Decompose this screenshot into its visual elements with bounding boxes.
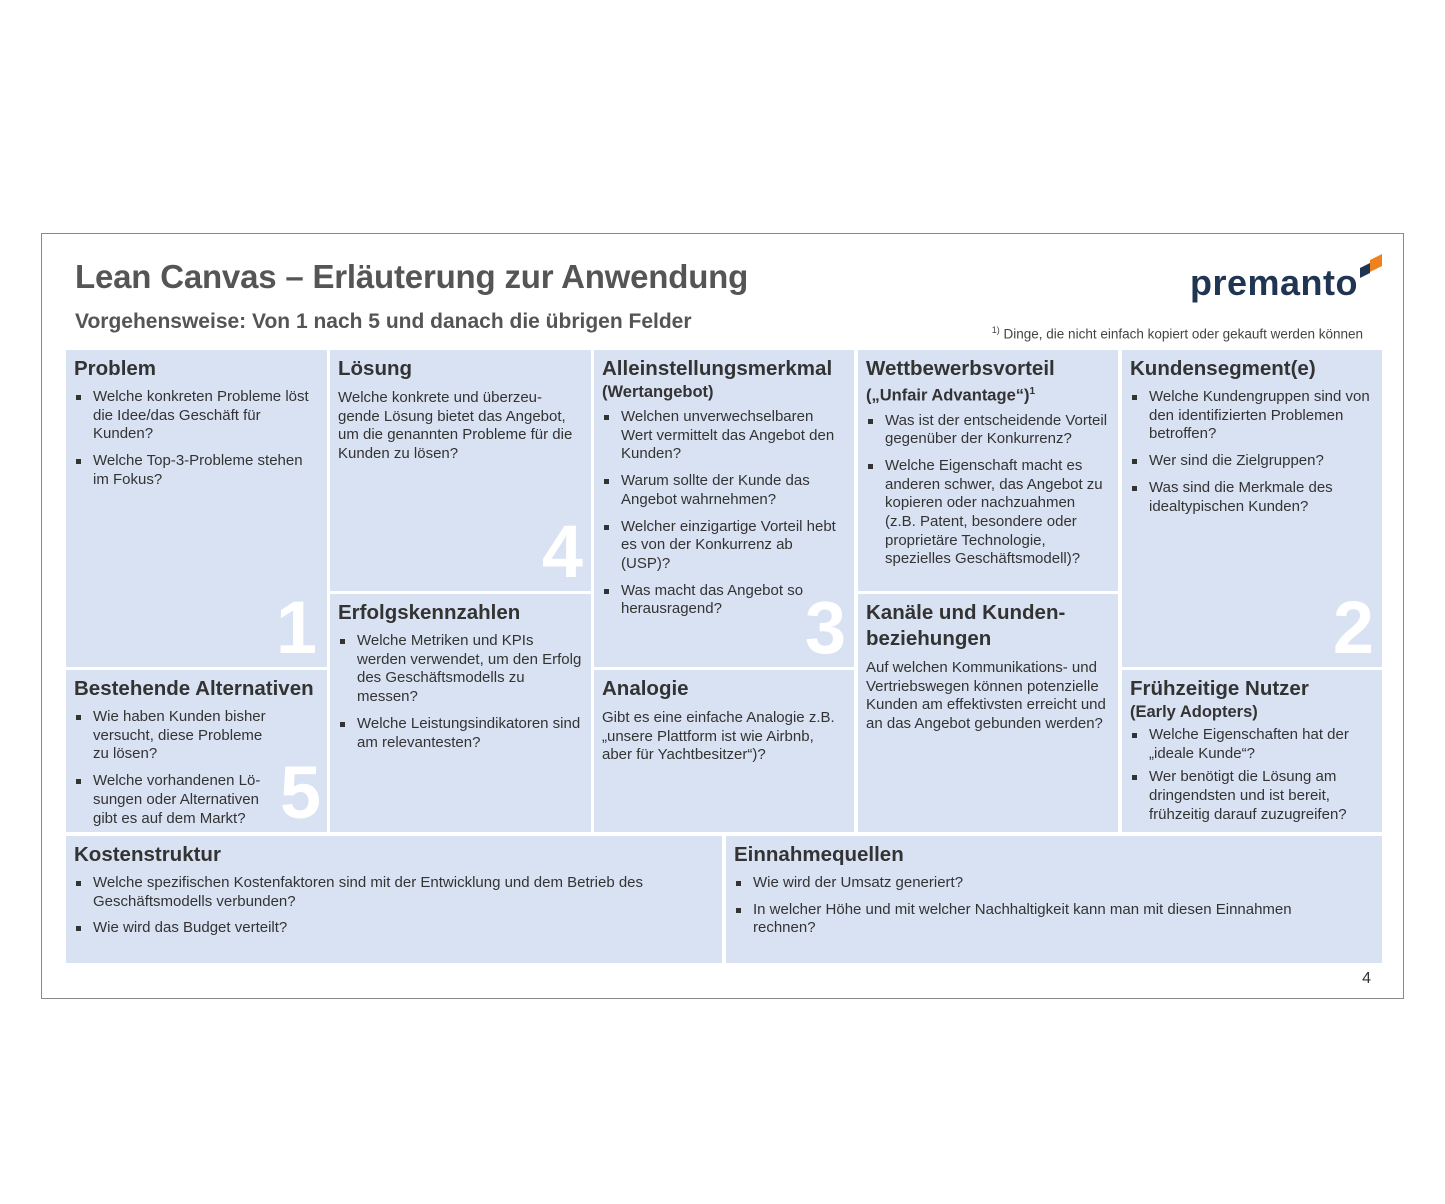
slide — [41, 233, 1404, 999]
list-item: Welche Eigenschaften hat der „ideale Kunde“? — [1130, 726, 1374, 763]
page-number: 4 — [1362, 970, 1371, 987]
list-item: Wie haben Kunden bisher versucht, diese Probleme zu lösen? — [74, 708, 279, 764]
list-item: Welche konkreten Probleme löst die Idee/das Geschäft für Kunden? — [74, 388, 319, 444]
cell-title: Frühzeitige Nutzer — [1130, 677, 1309, 700]
cell-subtitle: (Early Adopters) — [1130, 703, 1258, 721]
list-item: Welche Metriken und KPIs werden verwendet, um den Erfolg des Geschäftsmodells zu messen? — [338, 632, 583, 707]
item-list — [734, 874, 1374, 938]
list-item: Wie wird das Budget verteilt? — [74, 919, 674, 938]
list-item: Wie wird der Umsatz generiert? — [734, 874, 1334, 893]
list-item: Welche vorhandenen Lö-sungen oder Alternativen gibt es auf dem Markt? — [74, 772, 279, 828]
list-item: Was ist der entscheidende Vorteil gegenüber der Konkurrenz? — [866, 412, 1110, 449]
cell-alternatives — [66, 670, 327, 832]
item-list — [74, 388, 319, 490]
cell-subtitle — [866, 382, 1110, 406]
list-item: In welcher Höhe und mit welcher Nachhaltigkeit kann man mit diesen Einnahmen rechnen? — [734, 901, 1334, 938]
cell-title: Analogie — [602, 677, 689, 700]
cell-analogy — [594, 670, 854, 832]
list-item: Welche Eigenschaft macht es anderen schwer, das Angebot zu kopieren oder nachzuahmen (z.B. Patent, besondere oder proprietäre Technologie, spezielles Geschäftsmodell)? — [866, 457, 1110, 569]
footnote-marker: 1) — [991, 325, 1000, 335]
cell-title: Kanäle und Kunden-beziehungen — [866, 601, 1066, 650]
cell-uvp — [594, 350, 854, 667]
cell-title: Kostenstruktur — [74, 843, 221, 866]
cell-problem — [66, 350, 327, 667]
item-list — [1130, 388, 1374, 516]
step-number: 3 — [804, 586, 846, 667]
page-subtitle: Vorgehensweise: Von 1 nach 5 und danach die übrigen Felder — [75, 310, 692, 333]
cell-title: Problem — [74, 357, 157, 380]
page-title: Lean Canvas – Erläuterung zur Anwendung — [75, 258, 749, 295]
cell-channels — [858, 594, 1118, 832]
cell-revenue — [726, 836, 1382, 963]
list-item: Wer benötigt die Lösung am dringendsten und ist bereit, frühzeitig darauf zuzugreifen? — [1130, 768, 1374, 824]
cell-solution — [330, 350, 591, 591]
footnote — [992, 325, 1363, 342]
cell-title: Kundensegment(e) — [1130, 357, 1316, 380]
item-list — [866, 412, 1110, 570]
premanto-logo — [1190, 252, 1390, 312]
cell-title: Erfolgskennzahlen — [338, 601, 521, 624]
cell-advantage — [858, 350, 1118, 591]
cell-text: Auf welchen Kommunikations- und Vertriebswegen können potenzielle Kunden am effektivsten erreicht und an das Angebot gebunden werden? — [866, 659, 1106, 733]
step-number: 4 — [541, 510, 583, 591]
list-item: Welche Kundengruppen sind von den identifizierten Problemen betroffen? — [1130, 388, 1374, 444]
cell-early-adopters — [1122, 670, 1382, 832]
list-item: Warum sollte der Kunde das Angebot wahrnehmen? — [602, 472, 846, 509]
list-item: Was macht das Angebot so herausragend? — [602, 582, 846, 619]
item-list — [74, 874, 714, 938]
cell-title: Wettbewerbsvorteil — [866, 357, 1055, 380]
cell-text: Gibt es eine einfache Analogie z.B. „unsere Plattform ist wie Airbnb, aber für Yachtbesitzer“)? — [602, 709, 835, 764]
list-item: Welche spezifischen Kostenfaktoren sind mit der Entwicklung und dem Betrieb des Geschäftsmodells verbunden? — [74, 874, 674, 911]
logo-text: premanto — [1190, 262, 1359, 303]
cell-title: Lösung — [338, 357, 413, 380]
list-item: Welche Leistungsindikatoren sind am relevantesten? — [338, 715, 583, 752]
cell-metrics — [330, 594, 591, 832]
subtitle-text: („Unfair Advantage“) — [866, 386, 1030, 405]
list-item: Was sind die Merkmale des idealtypischen Kunden? — [1130, 479, 1374, 516]
subtitle-sup: 1 — [1029, 386, 1036, 397]
step-number: 5 — [279, 751, 321, 832]
cell-title: Bestehende Alternativen — [74, 677, 314, 700]
footnote-text: Dinge, die nicht einfach kopiert oder gekauft werden können — [999, 326, 1363, 342]
list-item: Welchen unverwechselbaren Wert vermittelt das Angebot den Kunden? — [602, 408, 846, 464]
logo-mark-icon — [1358, 254, 1388, 284]
list-item: Welcher einzigartige Vorteil hebt es von der Konkurrenz ab (USP)? — [602, 518, 846, 574]
cell-text: Welche konkrete und überzeu-gende Lösung bietet das Angebot, um die genannten Probleme für die Kunden zu lösen? — [338, 389, 573, 463]
step-number: 1 — [275, 586, 317, 667]
step-number: 2 — [1332, 586, 1374, 667]
cell-subtitle: (Wertangebot) — [602, 383, 714, 401]
item-list — [338, 632, 583, 752]
cell-title: Alleinstellungsmerkmal — [602, 357, 833, 380]
cell-segments — [1122, 350, 1382, 667]
list-item: Welche Top-3-Probleme stehen im Fokus? — [74, 452, 319, 489]
cell-costs — [66, 836, 722, 963]
list-item: Wer sind die Zielgruppen? — [1130, 452, 1374, 471]
cell-title: Einnahmequellen — [734, 843, 904, 866]
item-list — [1130, 726, 1374, 825]
